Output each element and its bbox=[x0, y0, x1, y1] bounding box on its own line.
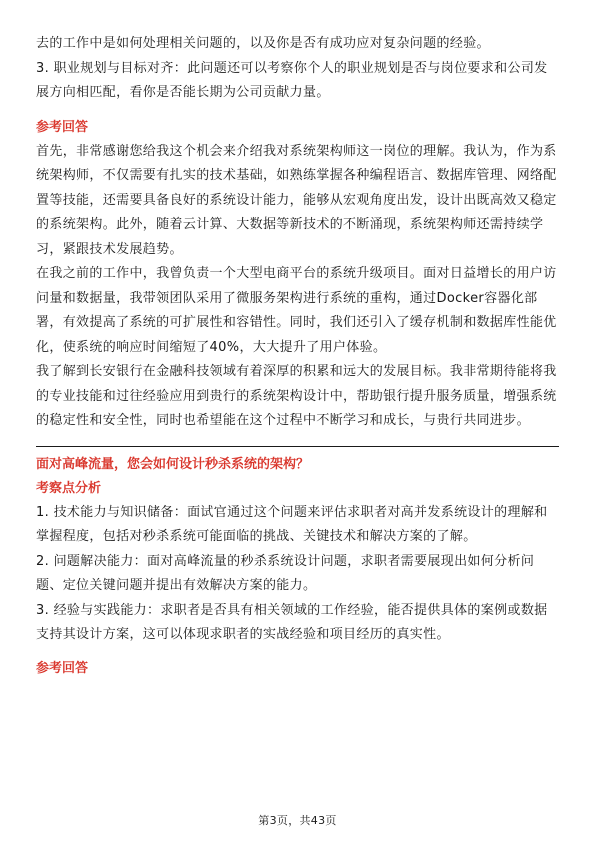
list-item: 3. 经验与实践能力：求职者是否具有相关领域的工作经验，能否提供具体的案例或数据支持其设计方案，这可以体现求职者的实战经验和项目经历的真实性。 bbox=[36, 602, 548, 642]
page-content bbox=[36, 32, 559, 681]
list-item: 1. 技术能力与知识储备：面试官通过这个问题来评估求职者对高并发系统设计的理解和掌握程度，包括对秒杀系统可能面临的挑战、关键技术和解决方案的了解。 bbox=[36, 504, 548, 544]
section-divider bbox=[36, 446, 559, 447]
list-item: 2. 问题解决能力：面对高峰流量的秒杀系统设计问题，求职者需要展现出如何分析问题、定位关键问题并提出有效解决方案的能力。 bbox=[36, 553, 535, 593]
list-item: 3. 职业规划与目标对齐：此问题还可以考察你个人的职业规划是否与岗位要求和公司发展方向相匹配，看你是否能长期为公司贡献力量。 bbox=[36, 60, 548, 100]
question-title: 面对高峰流量，您会如何设计秒杀系统的架构？ bbox=[36, 456, 310, 472]
answer-paragraph: 我了解到长安银行在金融科技领域有着深厚的积累和远大的发展目标。我非常期待能将我的专业技能和过往经验应用到贵行的系统架构设计中，帮助银行提升服务质量，增强系统的稳定性和安全性，同时也希望能在这个过程中不断学习和成长，与贵行共同进步。 bbox=[36, 364, 557, 428]
answer-paragraph: 首先，非常感谢您给我这个机会来介绍我对系统架构师这一岗位的理解。我认为，作为系统架构师，不仅需要有扎实的技术基础，如熟练掌握各种编程语言、数据库管理、网络配置等技能，还需要具备良好的系统设计能力，能够从宏观角度出发，设计出既高效又稳定的系统架构。此外，随着云计算、大数据等新技术的不断涌现，系统架构师还需持续学习，紧跟技术发展趋势。 bbox=[36, 143, 557, 257]
continued-text: 去的工作中是如何处理相关问题的，以及你是否有成功应对复杂问题的经验。 bbox=[36, 36, 490, 51]
answer-paragraph: 在我之前的工作中，我曾负责一个大型电商平台的系统升级项目。面对日益增长的用户访问量和数据量，我带领团队采用了微服务架构进行系统的重构，通过Docker容器化部署，有效提高了系统的可扩展性和容错性。同时，我们还引入了缓存机制和数据库性能优化，使系统的响应时间缩短了40%，大大提升了用户体验。 bbox=[36, 266, 557, 355]
page-number: 第3页，共43页 bbox=[258, 814, 337, 827]
reference-answer-heading: 参考回答 bbox=[36, 119, 89, 135]
analysis-heading: 考察点分析 bbox=[36, 480, 102, 496]
reference-answer-heading: 参考回答 bbox=[36, 660, 89, 676]
